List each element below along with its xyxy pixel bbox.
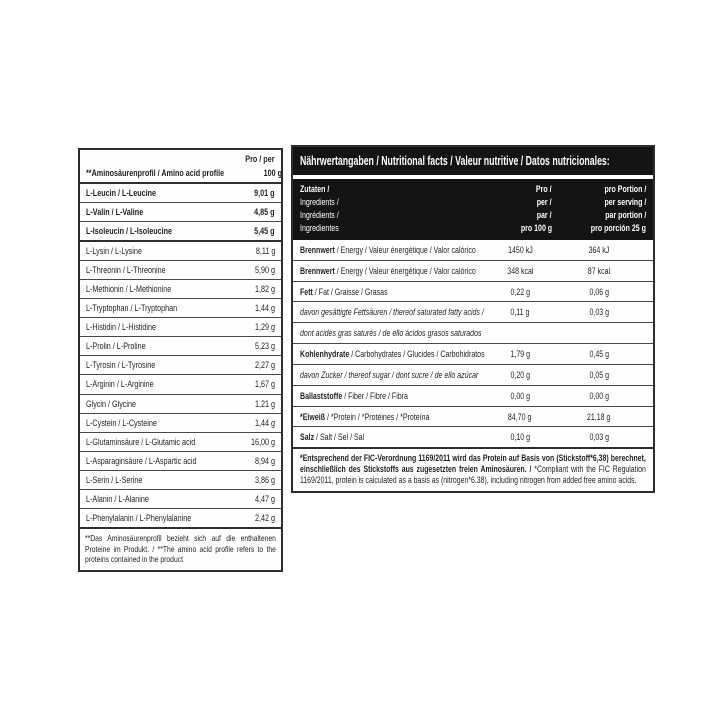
table-row — [293, 240, 653, 261]
value-per-portion: 87 kcal — [587, 265, 611, 276]
nutrition-footnote — [293, 447, 653, 491]
amino-acid-label: L-Tyrosin / L-Tyrosine — [86, 360, 156, 371]
nutrient-label: Ballaststoffe / Fiber / Fibre / Fibra — [300, 390, 408, 401]
amino-acid-value: 2,27 g — [254, 360, 275, 371]
table-row — [80, 280, 281, 299]
header-line: Zutaten / — [300, 184, 330, 194]
amino-acid-value: 2,42 g — [254, 512, 275, 523]
nutrient-label: Salz / Salt / Sel / Sal — [300, 432, 365, 443]
per-unit-label: Pro / per — [245, 154, 275, 164]
nutrition-title-bar — [293, 147, 653, 175]
amino-acid-label: L-Methionin / L-Methionine — [86, 284, 172, 295]
amino-table-footnote — [80, 527, 281, 570]
nutrition-title-text: Nährwertangaben / Nutritional facts / Valeur nutritive / Datos nutricionales: — [300, 154, 610, 168]
amino-acid-value: 4,85 g — [254, 207, 275, 218]
nutrition-header-block — [293, 179, 653, 240]
value-per-portion: 0,06 g — [589, 286, 609, 297]
nutrient-sublabel: davon gesättigte Fettsäuren / thereof saturated fatty acids / — [300, 307, 484, 318]
table-row — [80, 452, 281, 471]
amino-acid-label: L-Isoleucin / L-Isoleucine — [86, 226, 173, 237]
table-row — [80, 471, 281, 490]
header-line: Pro / — [536, 184, 552, 194]
amino-acid-value: 5,23 g — [254, 341, 275, 352]
table-row — [293, 344, 653, 365]
amino-acid-value: 8,94 g — [254, 455, 275, 466]
table-row — [293, 386, 653, 407]
table-row — [80, 433, 281, 452]
header-line: Ingredients / — [300, 197, 339, 207]
amino-acid-value: 4,47 g — [254, 493, 275, 504]
header-col-per-100g — [488, 183, 552, 235]
value-per-100g: 0,22 g — [510, 286, 530, 297]
amino-acid-value: 1,82 g — [254, 284, 275, 295]
header-line: Ingredientes — [300, 223, 339, 233]
amino-rows — [80, 184, 281, 527]
table-row — [293, 323, 653, 344]
value-per-portion: 0,03 g — [589, 307, 609, 318]
amino-acid-value: 1,21 g — [254, 398, 275, 409]
nutrient-label: Brennwert / Energy / Valeur énergétique / Valor calórico — [300, 244, 476, 255]
header-line: per / — [537, 197, 552, 207]
table-row — [293, 302, 653, 323]
amino-acid-label: L-Glutaminsäure / L-Glutamic acid — [86, 436, 196, 447]
amino-acid-value: 5,45 g — [254, 226, 275, 237]
table-row — [80, 337, 281, 356]
value-per-portion: 0,45 g — [589, 349, 609, 360]
amino-acid-label: L-Tryptophan / L-Tryptophan — [86, 303, 178, 314]
nutrient-label: Kohlenhydrate / Carbohydrates / Glucides / Carbohidratos — [300, 349, 485, 360]
table-row — [80, 395, 281, 414]
header-line: pro Portion / — [604, 184, 646, 194]
value-per-portion: 0,05 g — [589, 369, 609, 380]
table-row — [80, 356, 281, 375]
amino-acid-label: L-Arginin / L-Arginine — [86, 379, 154, 390]
nutrient-sublabel: dont acides gras saturés / de ello ácidos grasos saturados — [300, 328, 482, 339]
nutrient-sublabel: davon Zucker / thereof sugar / dont sucre / de ello azúcar — [300, 369, 479, 380]
table-row — [80, 222, 281, 242]
amino-acid-label: L-Leucin / L-Leucine — [86, 188, 157, 199]
amino-acid-label: L-Asparaginsäure / L-Aspartic acid — [86, 455, 197, 466]
amino-acid-value: 1,44 g — [254, 417, 275, 428]
value-per-100g: 348 kcal — [506, 265, 534, 276]
amino-acid-value: 1,29 g — [254, 322, 275, 333]
amino-acid-value: 1,44 g — [254, 303, 275, 314]
table-row — [80, 299, 281, 318]
value-per-100g: 84,70 g — [508, 411, 532, 422]
table-row — [293, 261, 653, 282]
value-per-100g: 0,00 g — [510, 390, 530, 401]
amino-acid-label: L-Cystein / L-Cysteine — [86, 417, 157, 428]
table-row — [80, 318, 281, 337]
value-per-portion: 0,03 g — [589, 432, 609, 443]
amino-acid-value: 8,11 g — [255, 246, 275, 257]
table-row — [293, 365, 653, 386]
amino-table-header — [80, 150, 281, 184]
table-row — [80, 203, 281, 222]
nutrient-label: Fett / Fat / Graisse / Grasas — [300, 286, 388, 297]
table-row — [293, 282, 653, 303]
amino-acid-label: L-Lysin / L-Lysine — [86, 246, 142, 257]
amino-acid-label: L-Alanin / L-Alanine — [86, 493, 149, 504]
value-per-portion: 364 kJ — [588, 244, 610, 255]
header-line: par portion / — [604, 210, 646, 220]
table-row — [80, 490, 281, 509]
amino-acid-value: 3,86 g — [254, 474, 275, 485]
table-row — [80, 261, 281, 280]
header-line: par / — [537, 210, 552, 220]
table-row — [293, 427, 653, 447]
header-line: pro 100 g — [520, 223, 552, 233]
amino-acid-label: L-Serin / L-Serine — [86, 474, 143, 485]
amino-acid-table — [78, 148, 283, 572]
nutrition-rows — [293, 240, 653, 447]
amino-acid-label: L-Histidin / L-Histidine — [86, 322, 157, 333]
header-line: Ingrédients / — [300, 210, 339, 220]
amino-acid-label: L-Valin / L-Valine — [86, 207, 144, 218]
value-per-100g: 1450 kJ — [507, 244, 533, 255]
header-col-ingredients — [300, 183, 488, 235]
header-line: pro porción 25 g — [590, 223, 646, 233]
nutrition-facts-table — [291, 145, 655, 493]
amino-acid-label: Glycin / Glycine — [86, 398, 137, 409]
nutrient-label: Brennwert / Energy / Valeur énergétique / Valor calórico — [300, 265, 476, 276]
amino-acid-value: 5,90 g — [254, 265, 275, 276]
table-row — [80, 414, 281, 433]
header-col-per-portion — [552, 183, 646, 235]
table-row — [293, 407, 653, 428]
amino-acid-value: 1,67 g — [254, 379, 275, 390]
amino-acid-value: 16,00 g — [250, 436, 275, 447]
per-100g-label: 100 g — [263, 168, 282, 178]
value-per-100g: 0,10 g — [510, 432, 530, 443]
amino-acid-label: L-Phenylalanin / L-Phenylalanine — [86, 512, 192, 523]
header-line: per serving / — [604, 197, 646, 207]
value-per-100g: 1,79 g — [510, 349, 530, 360]
amino-acid-label: L-Threonin / L-Threonine — [86, 265, 166, 276]
footnote-english: *Compliant with the FIC Regulation 1169/2011, protein is calculated as a basis as (nitrogen*6.38), including nitrogen from added free amino acids. — [300, 464, 646, 486]
table-row — [80, 242, 281, 261]
amino-footnote-text: **Das Aminosäurenprofil bezieht sich auf die enthaltenen Proteine im Produkt. / **The amino acid profile refers to the proteins contained in the product — [85, 532, 276, 565]
footnote-german: *Entsprechend der FIC-Verordnung 1169/2011 wird das Protein auf Basis von (Stickstoff*6,38) berechnet, einschließlich des Stickstoffs aus zugesetzten freien Aminosäuren. / — [300, 453, 646, 475]
table-row — [80, 184, 281, 203]
amino-acid-value: 9,01 g — [254, 188, 275, 199]
table-row — [80, 509, 281, 527]
amino-profile-title: **Aminosäurenprofil / Amino acid profile — [86, 168, 225, 178]
value-per-portion: 0,00 g — [589, 390, 609, 401]
table-row — [80, 375, 281, 394]
amino-acid-label: L-Prolin / L-Proline — [86, 341, 146, 352]
value-per-100g: 0,20 g — [510, 369, 530, 380]
value-per-100g: 0,11 g — [510, 307, 530, 318]
nutrient-label: *Eiweiß / *Protein / *Protéines / *Proteína — [300, 411, 430, 422]
value-per-portion: 21,18 g — [587, 411, 611, 422]
